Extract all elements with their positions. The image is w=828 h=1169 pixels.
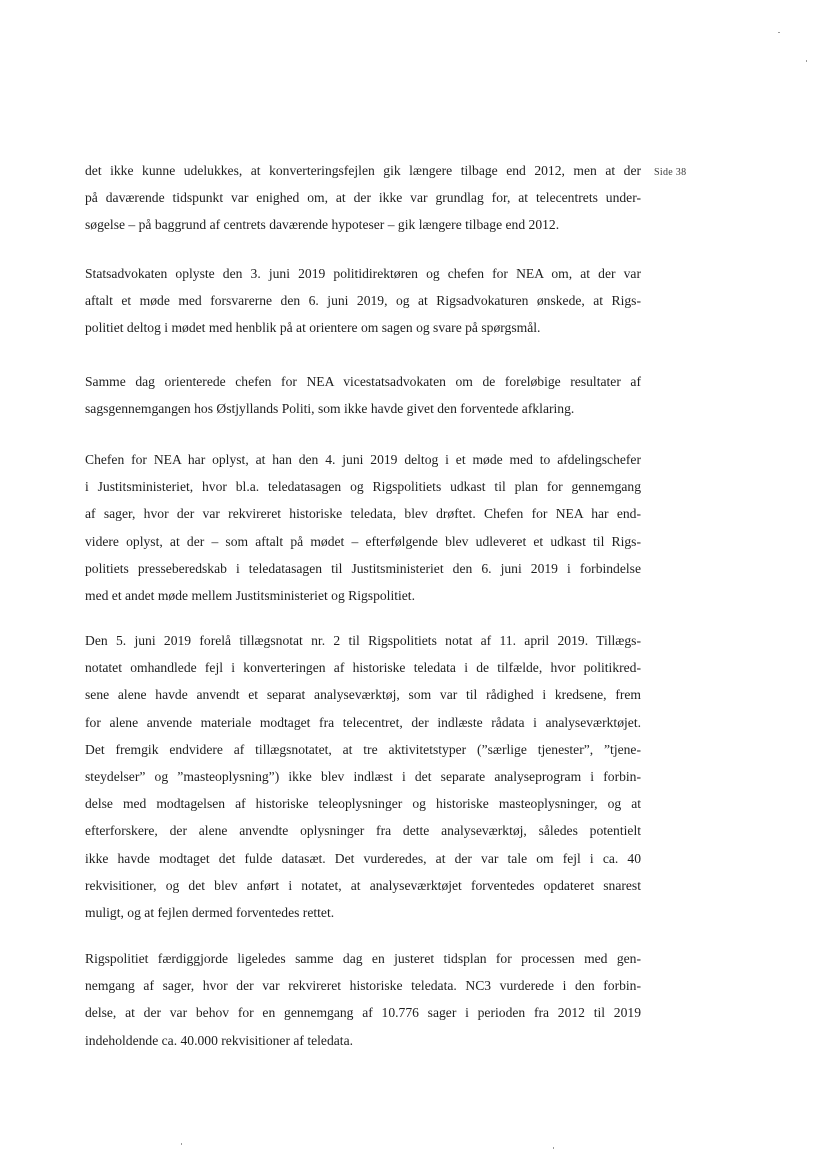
paragraph-line: Chefen for NEA har oplyst, at han den 4. juni 2019 deltog i et møde med to afdelingschefer <box>85 452 641 467</box>
scan-speck <box>553 1147 554 1149</box>
paragraph-line: muligt, og at fejlen dermed forventedes rettet. <box>85 904 335 920</box>
paragraph-line: indeholdende ca. 40.000 rekvisitioner af teledata. <box>85 1032 353 1048</box>
paragraph-line: politiets presseberedskab i teledatasagen til Justitsministeriet den 6. juni 2019 i forbindelse <box>85 560 641 576</box>
paragraph-line: notatet omhandlede fejl i konverteringen af historiske teledata i de tilfælde, hvor politikred- <box>85 660 641 676</box>
paragraph-5 <box>85 627 641 926</box>
paragraph-line: i Justitsministeriet, hvor bl.a. teledatasagen og Rigspolitiets udkast til plan for gennemgang <box>85 479 641 495</box>
paragraph-line: ikke havde modtaget det fulde datasæt. Det vurderedes, at der var tale om fejl i ca. 40 <box>85 850 641 866</box>
paragraph-1 <box>85 157 641 239</box>
paragraph-line: sagsgennemgangen hos Østjyllands Politi, som ikke havde givet den forventede afklaring. <box>85 401 575 417</box>
paragraph-2 <box>85 260 641 342</box>
paragraph-line: det ikke kunne udelukkes, at konverteringsfejlen gik længere tilbage end 2012, men at der <box>85 163 641 178</box>
paragraph-line: politiet deltog i mødet med henblik på at orientere om sagen og svare på spørgsmål. <box>85 320 541 336</box>
paragraph-line: Samme dag orienterede chefen for NEA vicestatsadvokaten om de foreløbige resultater af <box>85 374 641 389</box>
paragraph-line: Rigspolitiet færdiggjorde ligeledes samme dag en justeret tidsplan for processen med gen- <box>85 951 641 966</box>
paragraph-line: Det fremgik endvidere af tillægsnotatet, at tre aktivitetstyper (”særlige tjenester”, ”tjene- <box>85 741 641 757</box>
scan-speck <box>778 32 780 33</box>
paragraph-line: aftalt et møde med forsvarerne den 6. juni 2019, og at Rigsadvokaturen ønskede, at Rigs- <box>85 293 641 309</box>
paragraph-6 <box>85 945 641 1054</box>
scan-speck <box>181 1143 182 1145</box>
paragraph-line: rekvisitioner, og det blev anført i notatet, at analyseværktøjet forventedes opdateret snarest <box>85 877 641 893</box>
paragraph-line: delse, at der var behov for en gennemgang af 10.776 sager i perioden fra 2012 til 2019 <box>85 1005 641 1021</box>
paragraph-line: Statsadvokaten oplyste den 3. juni 2019 politidirektøren og chefen for NEA om, at der var <box>85 266 641 281</box>
paragraph-line: delse med modtagelsen af historiske teleoplysninger og historiske masteoplysninger, og at <box>85 796 641 812</box>
paragraph-line: Den 5. juni 2019 forelå tillægsnotat nr. 2 til Rigspolitiets notat af 11. april 2019. Tillægs- <box>85 633 641 648</box>
page-number: Side 38 <box>654 167 687 178</box>
paragraph-line: med et andet møde mellem Justitsministeriet og Rigspolitiet. <box>85 587 415 603</box>
paragraph-3 <box>85 368 641 422</box>
paragraph-line: for alene anvende materiale modtaget fra telecentret, der indlæste rådata i analyseværktøjet. <box>85 714 641 730</box>
paragraph-line: videre oplyst, at der – som aftalt på mødet – efterfølgende blev udleveret et udkast til Rigs- <box>85 533 641 549</box>
paragraph-line: sene alene havde anvendt et separat analyseværktøj, som var til rådighed i kredsene, frem <box>85 687 641 703</box>
paragraph-line: søgelse – på baggrund af centrets daværende hypoteser – gik længere tilbage end 2012. <box>85 217 560 233</box>
paragraph-4 <box>85 446 641 609</box>
paragraph-line: på daværende tidspunkt var enighed om, at der ikke var grundlag for, at telecentrets under- <box>85 190 641 206</box>
paragraph-line: steydelser” og ”masteoplysning”) ikke blev indlæst i det separate analyseprogram i forbin- <box>85 768 641 784</box>
paragraph-line: efterforskere, der alene anvendte oplysninger fra dette analyseværktøj, således potentielt <box>85 823 641 839</box>
scan-speck <box>806 60 807 62</box>
paragraph-line: nemgang af sager, hvor der var rekvireret historiske teledata. NC3 vurderede i den forbin- <box>85 978 641 994</box>
paragraph-line: af sager, hvor der var rekvireret historiske teledata, blev drøftet. Chefen for NEA har end- <box>85 506 641 522</box>
